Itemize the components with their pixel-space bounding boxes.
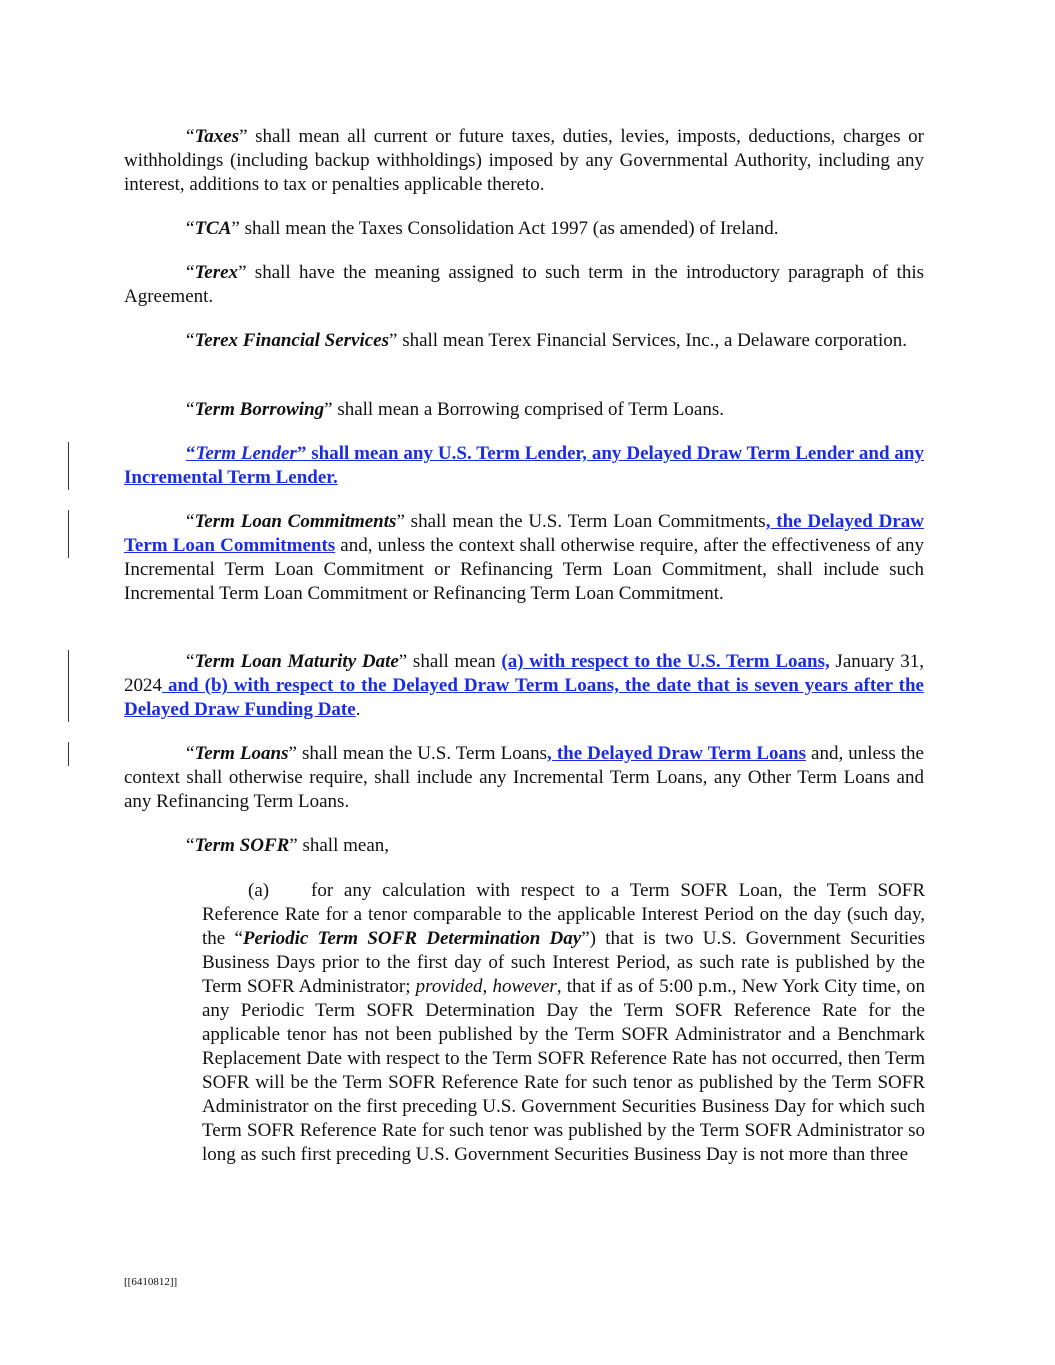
defined-term: Terex Financial Services — [194, 330, 390, 351]
definition-terex: “Terex” shall have the meaning assigned to such term in the introductory paragraph of this Agreement. — [124, 262, 924, 307]
definition-taxes: “Taxes” shall mean all current or future taxes, duties, levies, imposts, deductions, charges or withholdings (including backup withholdings) imposed by any Governmental Authority, including any interest, additions to tax or penalties applicable thereto. — [124, 126, 924, 195]
change-bar — [68, 510, 69, 558]
definition-term-loan-maturity-date: “Term Loan Maturity Date” shall mean (a) with respect to the U.S. Term Loans, January 31, 2024 and (b) with respect to the Delayed Draw Term Loans, the date that is seven years after the Delayed Draw Funding Date. — [124, 651, 924, 720]
definition-term-sofr: “Term SOFR” shall mean, — [186, 835, 390, 856]
change-bar — [68, 650, 69, 722]
clause-label: (a) — [248, 880, 270, 901]
defined-term: Terex — [194, 262, 239, 283]
definition-tca: “TCA” shall mean the Taxes Consolidation Act 1997 (as amended) of Ireland. — [186, 218, 779, 239]
defined-term: Term Loan Commitments — [194, 511, 397, 532]
defined-term: TCA — [194, 218, 232, 239]
inserted-text: (a) with respect to the U.S. Term Loans, — [501, 651, 830, 672]
defined-term: Term Lender — [195, 443, 297, 464]
change-bar — [68, 442, 69, 490]
inserted-text: , the Delayed Draw Term Loan Commitments — [124, 511, 925, 556]
defined-term: Term Loan Maturity Date — [194, 651, 399, 672]
inserted-text: “Term Lender” shall mean any U.S. Term Lender, any Delayed Draw Term Lender and any Incremental Term Lender. — [124, 443, 924, 488]
defined-term: Term Loans — [194, 743, 289, 764]
defined-term: Periodic Term SOFR Determination Day — [242, 928, 582, 949]
document-id-footer: [[6410812]] — [124, 1276, 178, 1288]
definition-term-loans: “Term Loans” shall mean the U.S. Term Loans, the Delayed Draw Term Loans and, unless the context shall otherwise require, shall include any Incremental Term Loans, any Other Term Loans and any Refinancing Term Loans. — [124, 743, 924, 812]
definition-terex-financial-services: “Terex Financial Services” shall mean Terex Financial Services, Inc., a Delaware corporation. — [186, 330, 907, 351]
defined-term: Taxes — [194, 126, 240, 147]
change-bar — [68, 742, 69, 766]
definition-term-borrowing: “Term Borrowing” shall mean a Borrowing comprised of Term Loans. — [186, 399, 724, 420]
definition-term-loan-commitments: “Term Loan Commitments” shall mean the U.S. Term Loan Commitments, the Delayed Draw Term Loan Commitments and, unless the context shall otherwise require, after the effectiveness of any Incremental Term Loan Commitment or Refinancing Term Loan Commitment, shall include such Incremental Term Loan Commitment or Refinancing Term Loan Commitment. — [124, 511, 925, 604]
inserted-text: and (b) with respect to the Delayed Draw Term Loans, the date that is seven years after the Delayed Draw Funding Date — [124, 675, 924, 720]
definition-term-lender — [124, 442, 924, 490]
defined-term: Term Borrowing — [194, 399, 325, 420]
clause-a: (a) for any calculation with respect to a Term SOFR Loan, the Term SOFR Reference Rate for a tenor comparable to the applicable Interest Period on the day (such day, the “Periodic Term SOFR Determination Day”) that is two U.S. Government Securities Business Days prior to the first day of such Interest Period, as such rate is published by the Term SOFR Administrator; provided, however, that if as of 5:00 p.m., New York City time, on any Periodic Term SOFR Determination Day the Term SOFR Reference Rate for the applicable tenor has not been published by the Term SOFR Administrator and a Benchmark Replacement Date with respect to the Term SOFR Reference Rate has not occurred, then Term SOFR will be the Term SOFR Reference Rate for such tenor as published by the Term SOFR Administrator on the first preceding U.S. Government Securities Business Day for which such Term SOFR Reference Rate for such tenor was published by the Term SOFR Administrator so long as such first preceding U.S. Government Securities Business Day is not more than three — [202, 880, 925, 1165]
inserted-text: , the Delayed Draw Term Loans — [547, 743, 806, 764]
defined-term: Term SOFR — [194, 835, 290, 856]
